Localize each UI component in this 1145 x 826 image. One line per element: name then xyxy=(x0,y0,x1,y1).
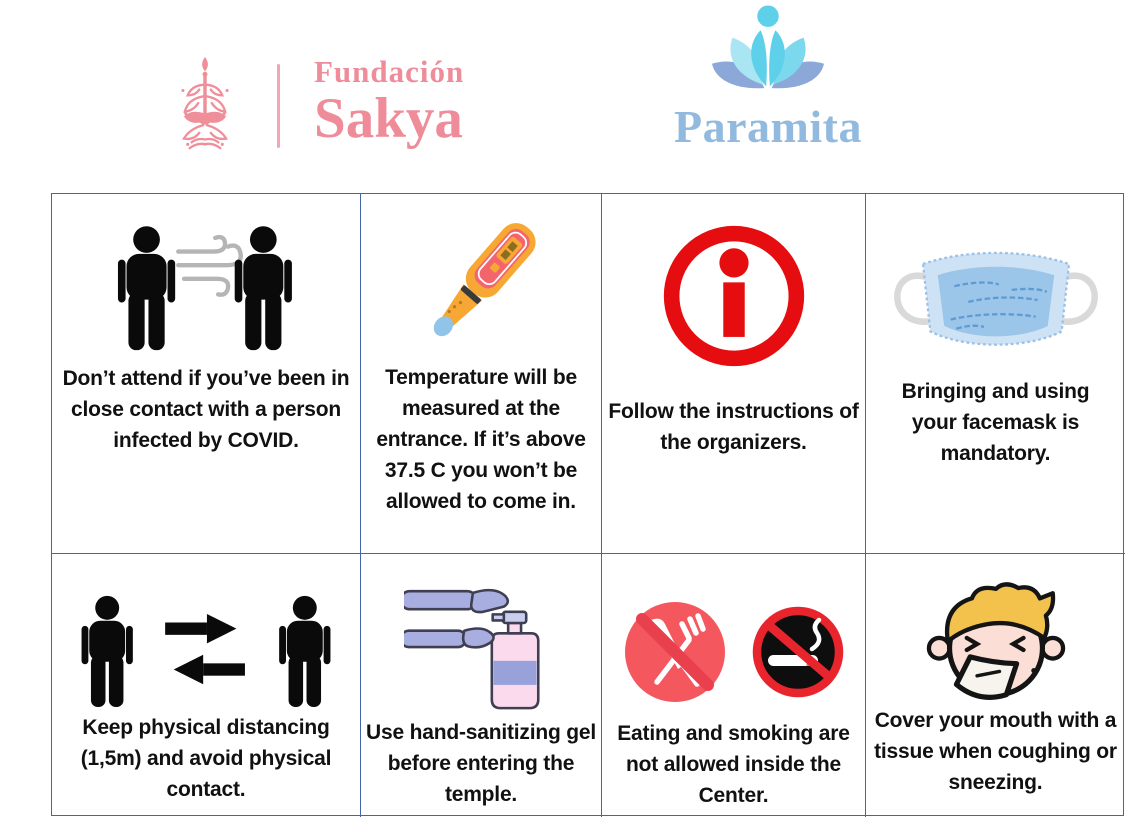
logo-divider xyxy=(277,64,280,148)
guideline-cell-facemask xyxy=(866,194,1125,554)
guideline-cell-cover-mouth xyxy=(866,554,1125,817)
no-smoking-icon xyxy=(751,605,845,699)
guideline-cell-sanitizer xyxy=(361,554,602,817)
facemask-icon xyxy=(880,240,1112,362)
sakya-wordmark xyxy=(314,54,464,148)
sakya-wordmark-line2: Sakya xyxy=(314,87,463,150)
guideline-cell-distancing xyxy=(52,554,361,817)
guideline-text: Eating and smoking are not allowed inside the Center. xyxy=(617,722,850,807)
guideline-text: Temperature will be measured at the entrance. If it’s above 37.5 C you won’t be allowed to come in. xyxy=(376,366,586,513)
guideline-text: Don’t attend if you’ve been in close contact with a person infected by COVID. xyxy=(62,367,350,452)
close-contact-icon xyxy=(116,224,296,353)
guideline-cell-close-contact xyxy=(52,194,361,554)
guideline-cell-instructions xyxy=(602,194,866,554)
hand-sanitizer-icon xyxy=(404,586,559,715)
thermometer-icon xyxy=(406,208,556,358)
guideline-cell-no-eating-smoking xyxy=(602,554,866,817)
header xyxy=(0,0,1145,190)
guideline-text: Follow the instructions of the organizers. xyxy=(608,400,859,454)
sakya-wordmark-line1: Fundación xyxy=(314,54,465,89)
paramita-wordmark: Paramita xyxy=(674,101,862,152)
paramita-logo xyxy=(655,4,881,151)
paramita-lotus-icon xyxy=(712,4,824,90)
guideline-text: Bringing and using your facemask is mandatory. xyxy=(901,380,1090,465)
guideline-cell-temperature xyxy=(361,194,602,554)
sakya-emblem-icon xyxy=(176,56,234,152)
cover-mouth-icon xyxy=(922,576,1070,705)
physical-distancing-icon xyxy=(81,594,331,708)
info-icon xyxy=(658,220,810,372)
guidelines-table xyxy=(51,193,1124,816)
guideline-text: Keep physical distancing (1,5m) and avoid physical contact. xyxy=(80,716,332,801)
no-eating-icon xyxy=(623,600,727,704)
guideline-text: Cover your mouth with a tissue when coughing or sneezing. xyxy=(874,709,1117,794)
guideline-text: Use hand-sanitizing gel before entering the temple. xyxy=(366,721,596,806)
no-eating-no-smoking-icon xyxy=(623,600,845,704)
